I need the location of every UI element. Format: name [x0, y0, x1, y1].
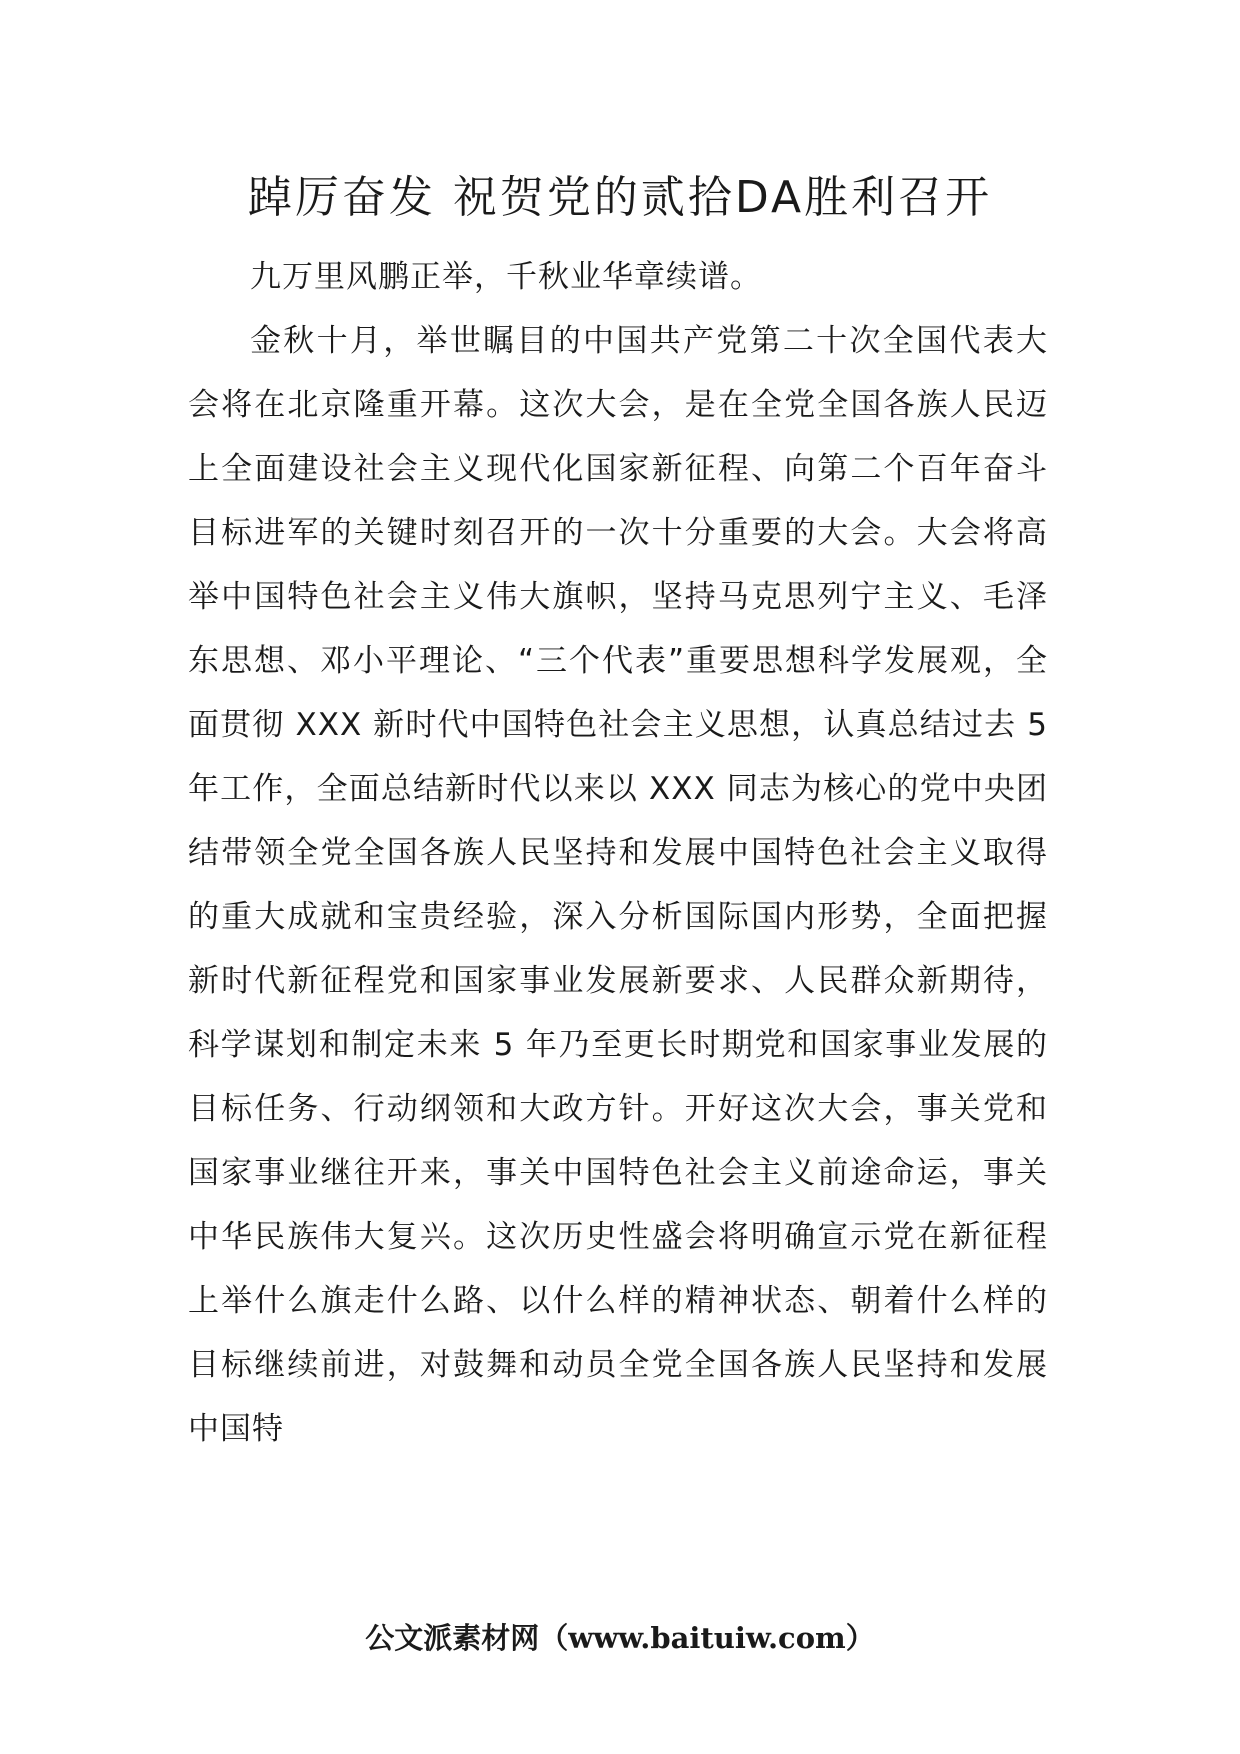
paragraph: 金秋十月，举世瞩目的中国共产党第二十次全国代表大会将在北京隆重开幕。这次大会，是在全党全国各族人民迈上全面建设社会主义现代化国家新征程、向第二个百年奋斗目标进军的关键时刻召开的一次十分重要的大会。大会将高举中国特色社会主义伟大旗帜，坚持马克思列宁主义、毛泽东思想、邓小平理论、“三个代表”重要思想科学发展观，全面贯彻 XXX 新时代中国特色社会主义思想，认真总结过去 5 年工作，全面总结新时代以来以 XXX 同志为核心的党中央团结带领全党全国各族人民坚持和发展中国特色社会主义取得的重大成就和宝贵经验，深入分析国际国内形势，全面把握新时代新征程党和国家事业发展新要求、人民群众新期待，科学谋划和制定未来 5 年乃至更长时期党和国家事业发展的目标任务、行动纲领和大政方针。开好这次大会，事关党和国家事业继往开来，事关中国特色社会主义前途命运，事关中华民族伟大复兴。这次历史性盛会将明确宣示党在新征程上举什么旗走什么路、以什么样的精神状态、朝着什么样的目标继续前进，对鼓舞和动员全党全国各族人民坚持和发展中国特: [188, 323, 1048, 1447]
footer-watermark: 公文派素材网（www.baituiw.com）: [365, 1621, 875, 1655]
document-title: 踔厉奋发 祝贺党的贰拾DA胜利召开: [247, 172, 993, 223]
paragraph: 九万里风鹏正举，千秋业华章续谱。: [250, 259, 762, 295]
document-body: [188, 245, 1048, 1461]
